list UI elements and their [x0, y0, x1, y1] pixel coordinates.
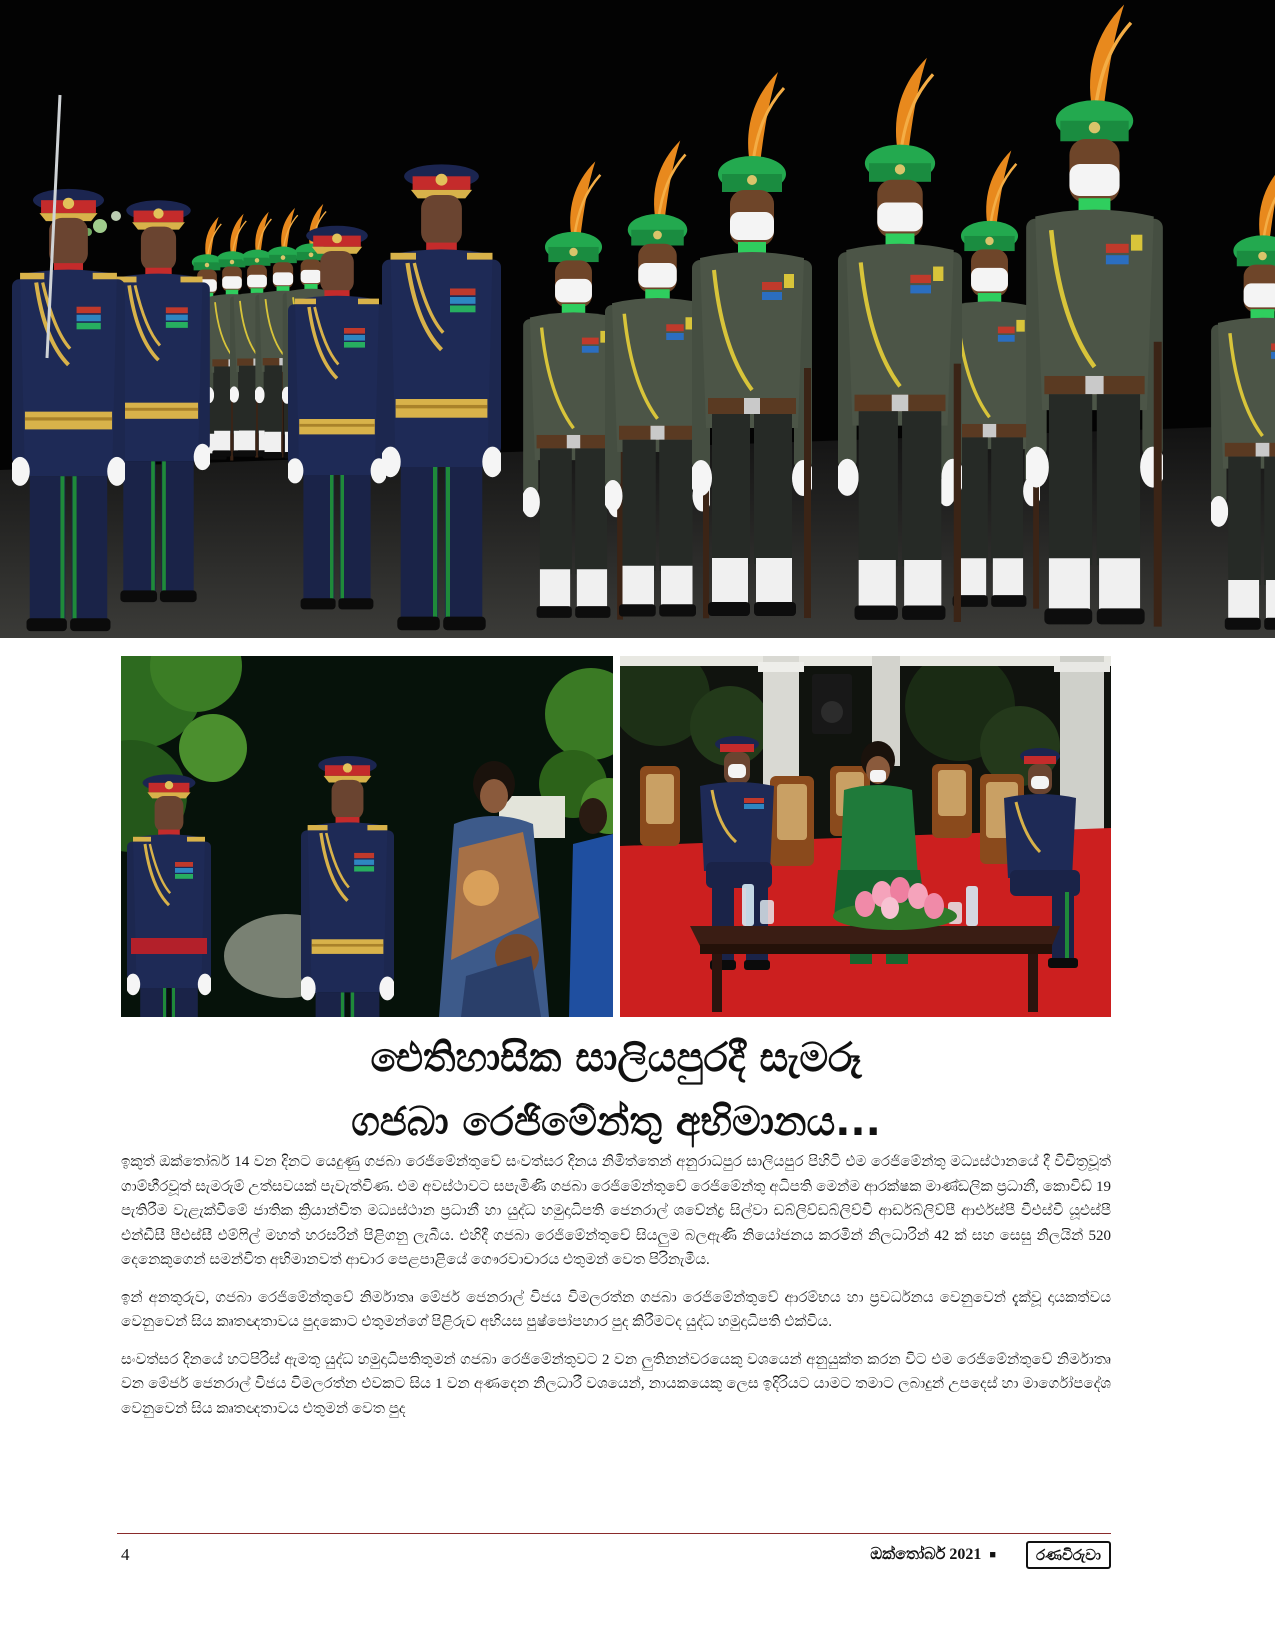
article-headline — [121, 1026, 1111, 1154]
footer-rule — [117, 1533, 1111, 1534]
page-number: 4 — [121, 1545, 130, 1564]
red-sash — [131, 938, 207, 954]
footer-issue-info — [870, 1541, 1111, 1569]
speaker — [812, 674, 852, 734]
article-body — [121, 1150, 1111, 1434]
paragraph: ඉන් අනතුරුව, ගජබා රෙජිමේන්තුවේ නිර්මාතෘ මේජර් ජෙනරාල් විජය විමලරත්න ගජබා රෙජිමේන්තුවේ ආරම්භය හා ප්‍රවර්ධනය වෙනුවෙන් දැක්වූ දායකත්වය වෙනුවෙන් සිය කෘතඥතාවය පුදකොට එතුමන්ගේ පිළිරුව අභියස පුෂ්පෝපහාර පුද කිරීමටද යුද්ධ හමුදාධිපති එක්විය. — [121, 1289, 1111, 1330]
publication-logo: රණවිරුවා — [1026, 1541, 1111, 1569]
ceremony-photo — [620, 656, 1111, 1017]
headline-line-2: ගජබා රෙජිමේන්තු අභිමානය... — [351, 1099, 881, 1145]
issue-date: ඔක්තෝබර් 2021 — [870, 1546, 982, 1563]
headline-line-1: ඓතිහාසික සාලියපුරදී සැමරූ — [370, 1035, 862, 1081]
paragraph: සංවත්සර දිනයේ හටපිරිස් ඇමතූ යුද්ධ හමුදාධිපතිතුමන් ගජබා රෙජිමේන්තුවට 2 වන ලුතිනන්වරයෙකු වශයෙන් අනුයුක්ත කරන විට එම රෙජිමේන්තුවේ නිර්මාතෘ වන මේජර් ජෙනරාල් විජය විමලරත්න එවකට සිය 1 වන අණදෙන නිලධාරී වශයෙන්, නායකයෙකු ලෙස ඉදිරියට යාමට තමාට ලබාදුන් උපදෙස් හා මාර්ගෝපදේශ වෙනුවෙන් සිය කෘතඥතාවය එතුමන් වෙත පුද — [121, 1351, 1111, 1417]
paragraph: ඉකුත් ඔක්තෝබර් 14 වන දිනට යෙදුණු ගජබා රෙජිමේන්තුවේ සංවත්සර දිනය නිමිත්තෙන් අනුරාධපුර සාලියපුර පිහිටි එම රෙජිමේන්තු මධ්‍යස්ථානයේ දී විචිත්‍රවූත් ගාම්භීරවූත් සැමරුම් උත්සවයක් පැවැත්විණ. එම අවස්ථාවට සපැමිණි ගජබා රෙජිමේන්තුවේ රෙජිමේන්තු අධිපති මෙන්ම ආරක්ෂක මාණ්ඩලික ප්‍රධානී, කොවිඩ් 19 පැතිරීම වැළැක්වීමේ ජාතික ක්‍රියාන්විත මධ්‍යස්ථාන ප්‍රධානී හා යුද්ධ හමුදාධිපති ජෙනරාල් ශවේන්ද්‍ර සිල්වා ඩබ්ලිව්ඩබ්ලිව්වී ආර්ඩබ්ලිව්පී ආර්එස්පී වීඑස්වී යූඑස්පී එන්ඩීසී පීඑස්සී එම්ෆිල් මහත් හරසරින් පිළිගනු ලැබීය. එහිදී ගජබා රෙජිමේන්තුවේ සියලුම බලඇණි නියෝජනය කරමින් නිලධාරින් 42 ක් සහ සෙසු නිලයින් 520 දෙනෙකුගෙන් සමන්විත අභිමානවත් ආචාර පෙළපාළියේ ගෞරවාචාරය එතුමන් වෙත පිරිනැමීය. — [121, 1154, 1111, 1268]
arrival-photo — [121, 656, 613, 1017]
ceiling — [620, 656, 1111, 666]
parade-photo — [0, 0, 1275, 638]
square-separator-icon: ■ — [989, 1549, 997, 1561]
